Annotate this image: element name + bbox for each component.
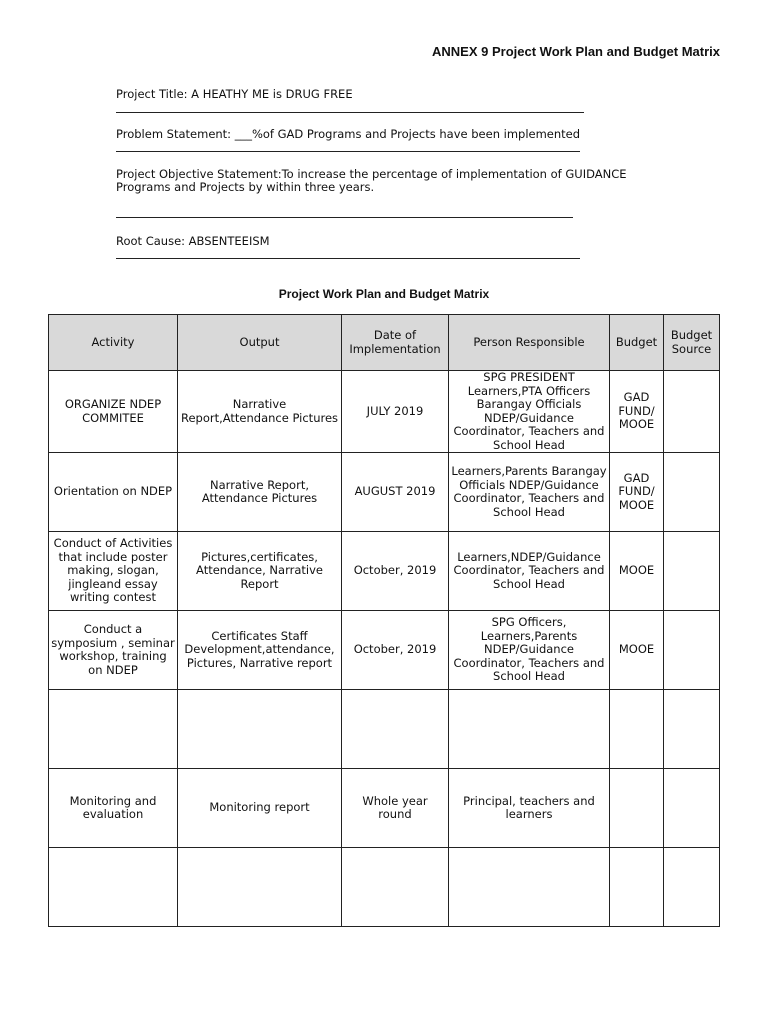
objective-line-2: Programs and Projects by within three years. [116,180,375,194]
cell-budget [610,769,664,848]
root-cause: Root Cause: ABSENTEEISM [116,234,270,248]
table-row-empty [49,848,720,927]
cell-activity [49,848,178,927]
cell-activity: Conduct a symposium , seminar workshop, training on NDEP [49,611,178,690]
objective-underline [116,217,573,218]
cell-activity [49,690,178,769]
cell-person: SPG PRESIDENT Learners,PTA Officers Barangay Officials NDEP/Guidance Coordinator, Teachers and School Head [449,371,610,453]
cell-output [178,690,342,769]
cell-budget-source [664,371,720,453]
cell-activity: ORGANIZE NDEP COMMITEE [49,371,178,453]
cell-person [449,848,610,927]
cell-date [342,690,449,769]
cell-date: Whole year round [342,769,449,848]
header-budget-source: Budget Source [664,315,720,371]
cell-date: JULY 2019 [342,371,449,453]
header-budget: Budget [610,315,664,371]
header-output: Output [178,315,342,371]
cell-budget-source [664,611,720,690]
cell-budget-source [664,453,720,532]
cell-budget: GAD FUND/ MOOE [610,371,664,453]
table-row [49,453,720,532]
project-title-underline [116,112,584,113]
cell-person: Learners,Parents Barangay Officials NDEP/Guidance Coordinator, Teachers and School Head [449,453,610,532]
cell-output: Narrative Report,Attendance Pictures [178,371,342,453]
cell-activity: Monitoring and evaluation [49,769,178,848]
header-person: Person Responsible [449,315,610,371]
annex-heading: ANNEX 9 Project Work Plan and Budget Matrix [432,44,720,59]
table-row [49,769,720,848]
header-date: Date of Implementation [342,315,449,371]
cell-budget-source [664,532,720,611]
cell-output: Monitoring report [178,769,342,848]
cell-activity: Orientation on NDEP [49,453,178,532]
problem-statement-underline [116,151,580,152]
table-row [49,532,720,611]
cell-person: SPG Officers, Learners,Parents NDEP/Guidance Coordinator, Teachers and School Head [449,611,610,690]
cell-person: Learners,NDEP/Guidance Coordinator, Teachers and School Head [449,532,610,611]
table-row [49,611,720,690]
cell-budget-source [664,769,720,848]
problem-statement: Problem Statement: ___%of GAD Programs and Projects have been implemented [116,127,581,141]
cell-budget: MOOE [610,611,664,690]
cell-output: Pictures,certificates, Attendance, Narrative Report [178,532,342,611]
cell-budget-source [664,690,720,769]
cell-person [449,690,610,769]
cell-date: October, 2019 [342,611,449,690]
cell-date: October, 2019 [342,532,449,611]
cell-date [342,848,449,927]
table-header-row [49,315,720,371]
table-row-empty [49,690,720,769]
cell-budget: MOOE [610,532,664,611]
project-title: Project Title: A HEATHY ME is DRUG FREE [116,87,353,101]
cell-budget [610,690,664,769]
root-cause-underline [116,258,580,259]
cell-output: Certificates Staff Development,attendance, Pictures, Narrative report [178,611,342,690]
cell-budget [610,848,664,927]
cell-activity: Conduct of Activities that include poster making, slogan, jingleand essay writing contest [49,532,178,611]
table-title: Project Work Plan and Budget Matrix [278,287,490,301]
cell-output: Narrative Report, Attendance Pictures [178,453,342,532]
header-activity: Activity [49,315,178,371]
objective-line-1: Project Objective Statement:To increase the percentage of implementation of GUIDANCE [116,167,627,181]
work-plan-matrix [48,314,720,927]
cell-budget-source [664,848,720,927]
cell-output [178,848,342,927]
table-row [49,371,720,453]
cell-person: Principal, teachers and learners [449,769,610,848]
cell-budget: GAD FUND/ MOOE [610,453,664,532]
cell-date: AUGUST 2019 [342,453,449,532]
